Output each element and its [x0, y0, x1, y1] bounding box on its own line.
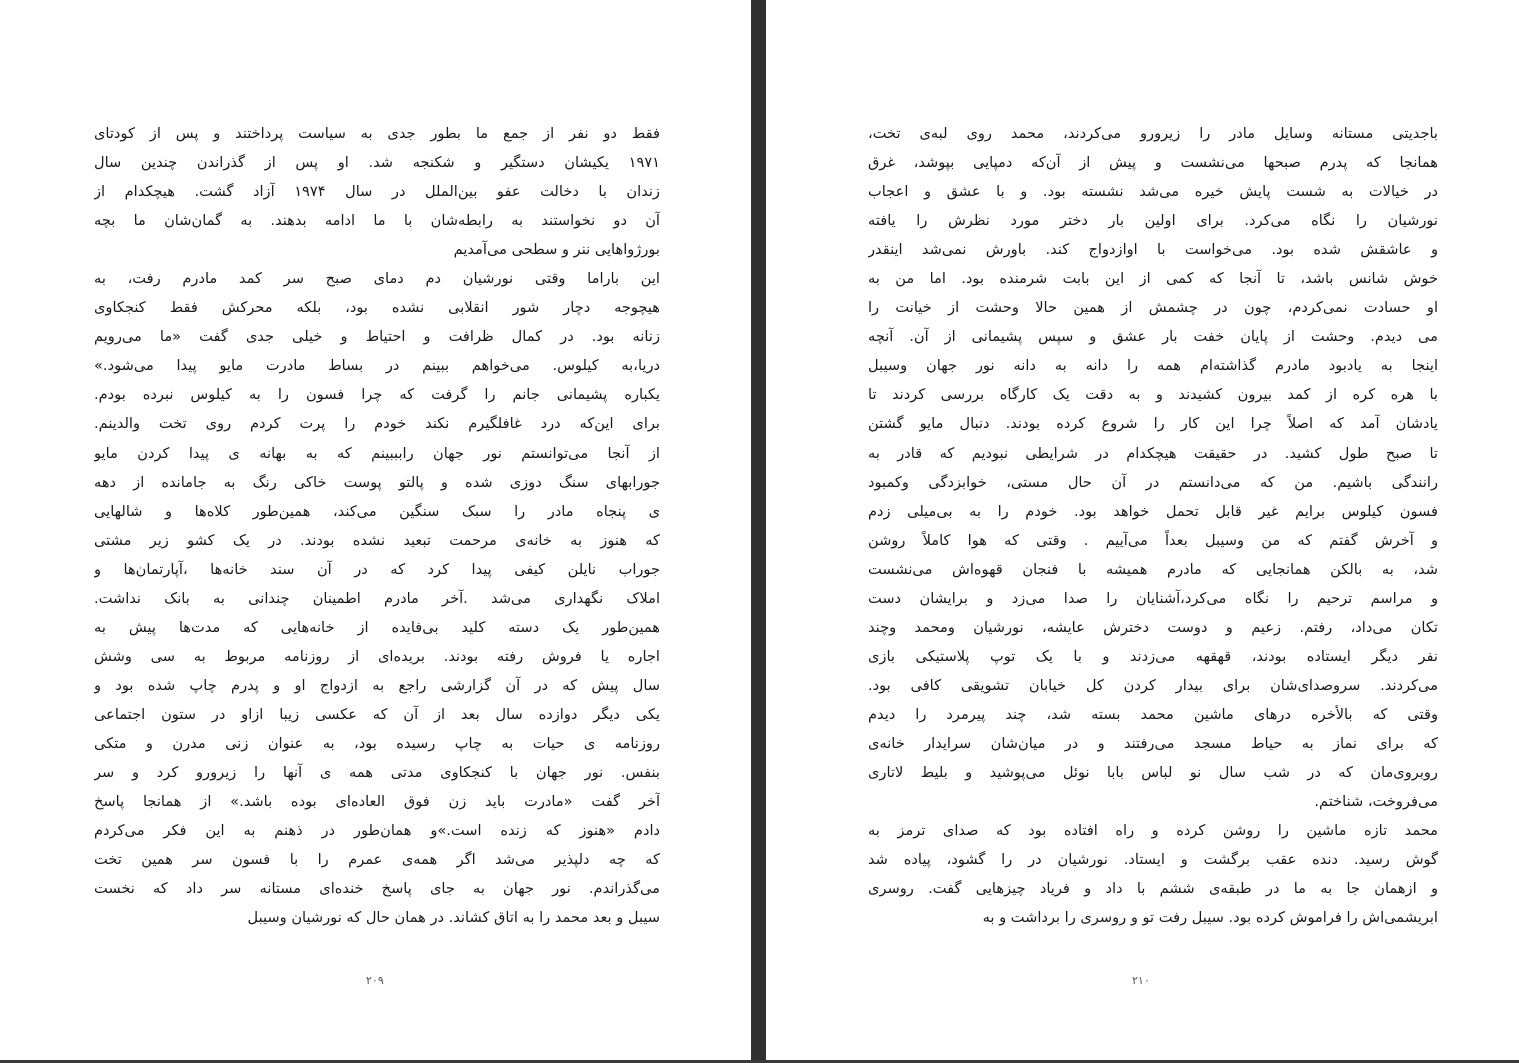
text-line: با هره کره از کمد بیرون کشیدند و به دقت یک کارگاه بررسی کردند تا	[868, 386, 1438, 404]
text-line: زنانه بود. در کمال ظرافت و احتیاط و خیلی جدی گفت «ما می‌رویم	[94, 328, 660, 346]
text-line: می‌گذراندم. نور جهان به جای پاسخ خنده‌ای مستانه سر داد که نخست	[94, 880, 660, 898]
text-line: وقتی که بالأخره درهای ماشین محمد بسته شد، چند پیرمرد را دیدم	[868, 705, 1438, 723]
text-line: زندان با دخالت عفو بین‌الملل در سال ۱۹۷۴ آزاد گشت. هیچکدام از	[94, 183, 660, 201]
text-line: خوش شانس باشد، تا آنجا که کمی از این بابت شرمنده بود. اما من به	[868, 270, 1438, 288]
text-line: فقط دو نفر از جمع ما بطور جدی به سیاست پرداختند و پس از کودتای	[94, 125, 660, 142]
page-209	[0, 0, 751, 1063]
text-line: یکی دیگر دوازده سال بعد از آن که عکسی زیبا ازاو در ستون اجتماعی	[94, 705, 660, 723]
page-210	[766, 0, 1519, 1063]
text-line: هیچوجه دچار شور انقلابی نشده بود، بلکه محرکش فقط کنجکاوی	[94, 299, 660, 317]
text-line: نورشیان را نگاه می‌کرد. برای اولین بار دختر مورد نظرش را یافته	[868, 212, 1438, 230]
text-line: همین‌طور یک دسته کلید بی‌فایده از خانه‌هایی که مدت‌ها پیش به	[94, 618, 660, 636]
text-line: آخر گفت «مادرت باید زن فوق العاده‌ای بوده باشد.» از همانجا پاسخ	[94, 793, 660, 811]
text-line: رانندگی باشیم. من که می‌دانستم در آن حال مستی، خوابزدگی وکمبود	[868, 473, 1438, 491]
text-line: روبروی‌مان که در شب سال نو لباس بابا نوئل می‌پوشید و بلیط لاتاری	[868, 764, 1438, 782]
text-line: روزنامه ی حیات به چاپ رسیده بود، به عنوان زنی مدرن و متکی	[94, 734, 660, 752]
text-line: املاک نگهداری می‌شد .آخر مادرم اطمینان چندانی به بانک نداشت.	[94, 589, 660, 607]
text-line: که هنوز به خانه‌ی مرحمت تبعید نشده بودند. در یک کشو زیر مشتی	[94, 531, 660, 549]
text-line: و ازهمان جا به ما در طبقه‌ی ششم با داد و فریاد چیزهایی گفت. روسری	[868, 880, 1438, 898]
text-line: نفر دیگر ایستاده بودند، قهقهه می‌زدند و با یک توپ پلاستیکی بازی	[868, 647, 1438, 665]
page-number: ۲۰۹	[366, 974, 384, 987]
text-line: یکباره پشیمانی جانم را گرفت که چرا فسون را به کیلوس نبرده بودم.	[94, 386, 660, 404]
text-line: بورژواهایی ننر و سطحی می‌آمدیم	[453, 241, 660, 259]
text-line: آن دو نخواستند به رابطه‌شان با ما ادامه بدهند. به گمان‌شان ما بچه	[94, 212, 660, 230]
text-line: شد، به بالکن همانجایی که مادرم همیشه با فنجان قهوه‌اش می‌نشست	[868, 560, 1438, 578]
text-line: می دیدم. وحشت از پایان خفت بار عشق و سپس پشیمانی از آن. آنچه	[868, 328, 1438, 346]
text-line: او حسادت نمی‌کردم، چون در چشمش از همین حالا وحشت از خیانت را	[868, 299, 1438, 317]
page-gutter	[751, 0, 766, 1063]
text-line: و آخرش گفتم که من وسیبل بعداً می‌آییم . وقتی که هوا کاملاً روشن	[868, 531, 1438, 549]
text-line: باجدیتی مستانه وسایل مادر را زیرورو می‌کردند، محمد روی لبه‌ی تخت،	[868, 125, 1438, 142]
page-number: ۲۱۰	[1132, 974, 1150, 987]
text-line: دادم «هنوز که زنده است.»و همان‌طور در ذهنم به این فکر می‌کردم	[94, 822, 660, 840]
text-line: از آنجا می‌توانستم نور جهان رابببینم که به بهانه ی پیدا کردن مایو	[94, 444, 660, 462]
text-line: می‌کردند. سروصدای‌شان برای بیدار کردن کل خیابان تشویقی کافی بود.	[868, 676, 1438, 694]
text-line: سال پیش که در آن گزارشی راجع به ازدواج او و پدرم چاپ شده بود و	[94, 676, 660, 694]
text-line: این باراما وقتی نورشیان دم دمای صبح سر کمد مادرم رفت، به	[94, 270, 660, 288]
text-line: تا صبح طول کشید. در حقیقت هیچکدام در شرایطی نبودیم که قادر به	[868, 444, 1438, 462]
text-line: فسون کیلوس برایم غیر قابل تحمل خواهد بود. خودم را به بی‌میلی زدم	[868, 502, 1438, 520]
text-line: تکان می‌داد، رفتم. زعیم و دوست دخترش عایشه، نورشیان ومحمد وچند	[868, 618, 1438, 636]
text-line: جورابهای سنگ دوزی شده و پالتو پوست خاکی رنگ به جامانده از دهه	[94, 473, 660, 491]
text-line: دریا،به کیلوس. می‌خواهم ببینم در بساط مادرت مایو پیدا می‌شود.»	[94, 357, 660, 375]
text-line: سیبل و بعد محمد را به اتاق کشاند. در همان حال که نورشیان وسیبل	[247, 909, 660, 927]
page-text-210	[868, 119, 1438, 932]
text-line: گوش رسید. دنده عقب برگشت و ایستاد. نورشیان در را گشود، پیاده شد	[868, 851, 1438, 869]
text-line: جوراب نایلن کیفی پیدا کرد که در آن سند خانه‌ها ،آپارتمان‌ها و	[94, 560, 660, 578]
text-line: ی پنجاه مادر را سبک سنگین می‌کند، همین‌طور کلاه‌ها و شالهایی	[94, 502, 660, 520]
text-line: یادشان آمد که اصلاً چرا این کار را شروع کرده بودند. دنبال مایو گشتن	[868, 415, 1438, 433]
text-line: می‌فروخت، شناختم.	[1314, 793, 1438, 811]
text-line: ابریشمی‌اش را فراموش کرده بود. سیبل رفت تو و روسری را برداشت و به	[982, 909, 1438, 927]
page-text-209	[94, 119, 660, 932]
text-line: بنفس. نور جهان با کنجکاوی مدتی همه ی آنها را زیرورو کرد و سر	[94, 764, 660, 782]
text-line: برای این‌که درد غافلگیرم نکند خودم را پرت کردم روی تخت والدینم.	[94, 415, 660, 433]
text-line: ۱۹۷۱ یکیشان دستگیر و شکنجه شد. او پس از گذراندن چندین سال	[94, 154, 660, 172]
text-line: اینجا به یادبود مادرم گذاشته‌ام همه را دانه به دانه نور جهان وسیبل	[868, 357, 1438, 375]
text-line: و عاشقش شده بود. می‌خواست با اوازدواج کند. باورش نمی‌شد اینقدر	[868, 241, 1438, 259]
text-line: و مراسم ترحیم را نگاه می‌کرد،آشنایان را صدا می‌زد و برایشان دست	[868, 589, 1438, 607]
text-line: که برای نماز به حیاط مسجد می‌رفتند و در میان‌شان سرایدار خانه‌ی	[868, 734, 1438, 752]
text-line: همانجا که پدرم صبحها می‌نشست و پیش از آن‌که دمپایی بپوشد، غرق	[868, 154, 1438, 172]
text-line: در خیالات به شست پایش خیره می‌شد نشسته بود. و با عشق و اعجاب	[868, 183, 1438, 201]
text-line: که چه دلپذیر می‌شد اگر همه‌ی عمرم را با فسون سر همین تخت	[94, 851, 660, 869]
text-line: محمد تازه ماشین را روشن کرده و راه افتاده بود که صدای ترمز به	[868, 822, 1438, 840]
text-line: اجاره یا فروش رفته بودند. بریده‌ای از روزنامه مربوط به سی وشش	[94, 647, 660, 665]
